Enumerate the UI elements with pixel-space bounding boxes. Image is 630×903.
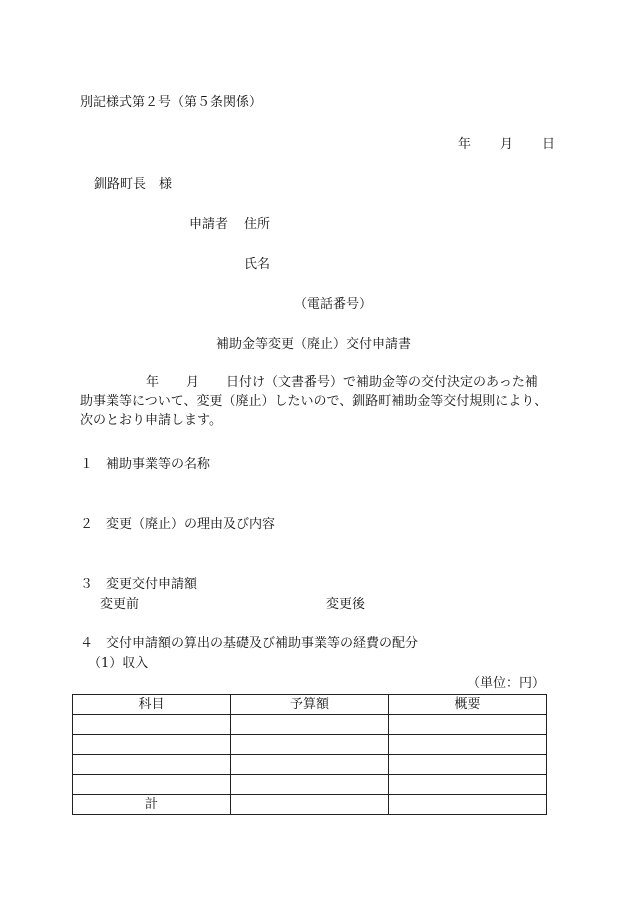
document-title: 補助金等変更（廃止）交付申請書 — [216, 337, 412, 352]
table-cell[interactable] — [389, 735, 547, 755]
before-label: 変更前 — [100, 597, 140, 612]
table-cell[interactable] — [389, 775, 547, 795]
item-2-heading: ２ 変更（廃止）の理由及び内容 — [80, 517, 276, 532]
header-budget: 予算額 — [231, 695, 389, 715]
table-row — [73, 755, 547, 775]
budget-table — [72, 694, 547, 815]
table-row — [73, 715, 547, 735]
table-cell[interactable] — [73, 735, 231, 755]
body-line3: 次のとおり申請します。 — [80, 413, 222, 428]
body-line1-year: 年 — [146, 375, 160, 390]
table-cell[interactable] — [73, 715, 231, 735]
header-summary: 概要 — [389, 695, 547, 715]
applicant-label: 申請者 — [189, 217, 229, 232]
table-cell[interactable] — [231, 755, 389, 775]
table-header-row — [73, 695, 547, 715]
total-budget-cell[interactable] — [231, 795, 389, 815]
table-cell[interactable] — [389, 755, 547, 775]
date-year: 年 — [458, 137, 472, 152]
addressee: 釧路町長 様 — [94, 177, 173, 192]
header-subject: 科目 — [73, 695, 231, 715]
body-line1-month: 月 — [186, 375, 200, 390]
total-label: 計 — [73, 795, 231, 815]
table-cell[interactable] — [73, 755, 231, 775]
total-summary-cell[interactable] — [389, 795, 547, 815]
phone-label: （電話番号） — [294, 297, 373, 312]
unit-note: （単位：円） — [466, 676, 545, 691]
after-label: 変更後 — [326, 597, 366, 612]
item-4-heading: ４ 交付申請額の算出の基礎及び補助事業等の経費の配分 — [80, 636, 419, 651]
name-label: 氏名 — [244, 257, 271, 272]
item-3-heading: ３ 変更交付申請額 — [80, 577, 198, 592]
date-line — [458, 137, 556, 154]
item-1-heading: １ 補助事業等の名称 — [80, 457, 211, 472]
date-day: 日 — [542, 137, 556, 152]
table-cell[interactable] — [231, 715, 389, 735]
body-line1-rest: 日付け（文書番号）で補助金等の交付決定のあった補 — [226, 375, 538, 390]
sub-item-income: （1）収入 — [88, 656, 149, 671]
address-label: 住所 — [244, 217, 271, 232]
form-number: 別記様式第２号（第５条関係） — [80, 95, 263, 110]
date-month: 月 — [500, 137, 514, 152]
table-total-row — [73, 795, 547, 815]
table-row — [73, 735, 547, 755]
table-cell[interactable] — [73, 775, 231, 795]
table-row — [73, 775, 547, 795]
body-line2: 助事業等について、変更（廃止）したいので、釧路町補助金等交付規則により、 — [80, 394, 548, 409]
table-cell[interactable] — [231, 775, 389, 795]
table-cell[interactable] — [231, 735, 389, 755]
table-cell[interactable] — [389, 715, 547, 735]
